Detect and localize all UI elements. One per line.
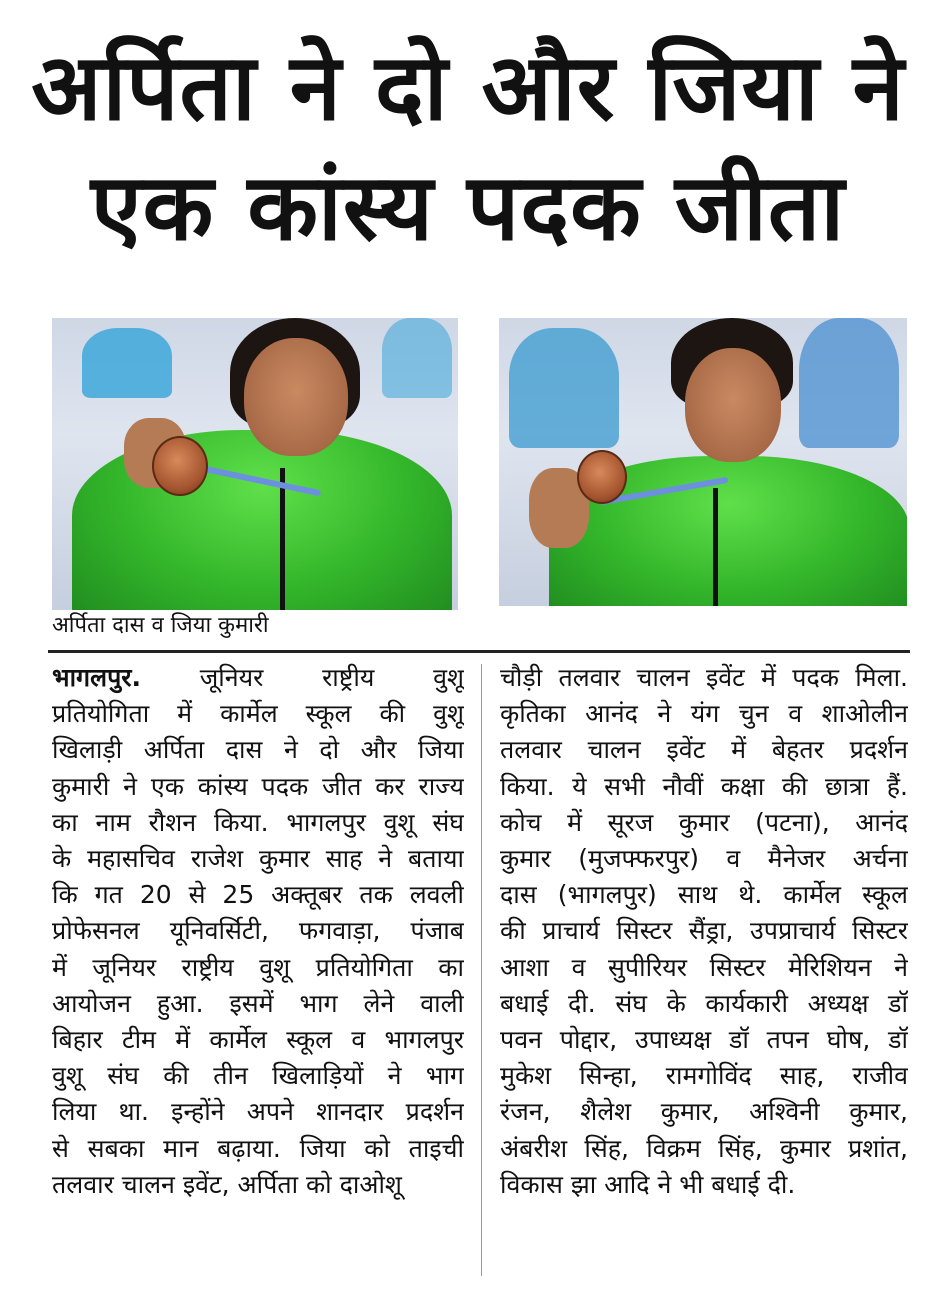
column-divider [481,664,482,1276]
background-figure [382,318,452,398]
article-line: आयोजन हुआ. इसमें भाग लेने वाली [52,988,464,1018]
article-line: पवन पोद्दार, उपाध्यक्ष डॉ तपन घोष, डॉ [500,1025,908,1055]
article-line: प्रतियोगिता में कार्मेल स्कूल की वुशू [52,699,464,729]
headline-line-1: अर्पिता ने दो और जिया ने [31,34,905,141]
article-line: अंबरीश सिंह, विक्रम सिंह, कुमार प्रशांत, [500,1133,908,1163]
article-line: प्रोफेसनल यूनिवर्सिटी, फगवाड़ा, पंजाब [52,916,464,946]
article-line-text: जूनियर राष्ट्रीय वुशू [141,663,464,692]
article-line: चौड़ी तलवार चालन इवेंट में पदक मिला. [500,663,908,692]
bronze-medal [152,436,208,496]
article-line: से सबका मान बढ़ाया. जिया को ताइची [52,1133,464,1163]
article-line [52,660,464,696]
article-line: कि गत 20 से 25 अक्तूबर तक लवली [52,880,464,910]
article-line: विकास झा आदि ने भी बधाई दी. [500,1169,796,1199]
article-column-right [500,660,908,1203]
article-line: दास (भागलपुर) साथ थे. कार्मेल स्कूल [500,880,908,910]
jacket-zip [280,468,285,610]
photo-arpita [52,318,458,610]
jacket-zip [713,488,718,606]
article-line: तलवार चालन इवेंट में बेहतर प्रदर्शन [500,735,908,765]
face [244,338,348,456]
article-line: कुमारी ने एक कांस्य पदक जीत कर राज्य [52,771,464,801]
article-line: रंजन, शैलेश कुमार, अश्विनी कुमार, [500,1097,908,1127]
article-line: वुशू संघ की तीन खिलाड़ियों ने भाग [52,1061,464,1091]
article-line: में जूनियर राष्ट्रीय वुशू प्रतियोगिता का [52,952,464,982]
background-figure [509,328,619,448]
article-line: कुमार (मुजफ्फरपुर) व मैनेजर अर्चना [500,844,908,874]
dateline: भागलपुर. [52,663,141,692]
article-line: की प्राचार्य सिस्टर सैंड्रा, उपप्राचार्य सिस्टर [500,916,908,946]
bronze-medal [577,450,627,504]
photo-jiya [499,318,907,606]
article-line: आशा व सुपीरियर सिस्टर मेरिशियन ने [500,952,908,982]
article-line: लिया था. इन्होंने अपने शानदार प्रदर्शन [52,1097,464,1127]
article-line: कोच में सूरज कुमार (पटना), आनंद [500,807,908,837]
headline [0,28,936,268]
article-line: खिलाड़ी अर्पिता दास ने दो और जिया [52,735,464,765]
photo-caption: अर्पिता दास व जिया कुमारी [52,613,269,638]
background-figure [82,328,172,398]
article-line: मुकेश सिन्हा, रामगोविंद साह, राजीव [500,1061,908,1091]
headline-line-2: एक कांस्य पदक जीता [90,154,846,261]
article-line: बिहार टीम में कार्मेल स्कूल व भागलपुर [52,1025,464,1055]
background-figure [799,318,899,448]
article-line: तलवार चालन इवेंट, अर्पिता को दाओशू [52,1169,402,1199]
article-column-left [52,660,464,1203]
article-line: कृतिका आनंद ने यंग चुन व शाओलीन [500,699,908,729]
face [685,348,781,462]
article-line: किया. ये सभी नौवीं कक्षा की छात्रा हैं. [500,771,908,801]
caption-rule [48,650,910,653]
article-line: के महासचिव राजेश कुमार साह ने बताया [52,844,464,874]
article-line: बधाई दी. संघ के कार्यकारी अध्यक्ष डॉ [500,988,908,1018]
article-line: का नाम रौशन किया. भागलपुर वुशू संघ [52,807,464,837]
